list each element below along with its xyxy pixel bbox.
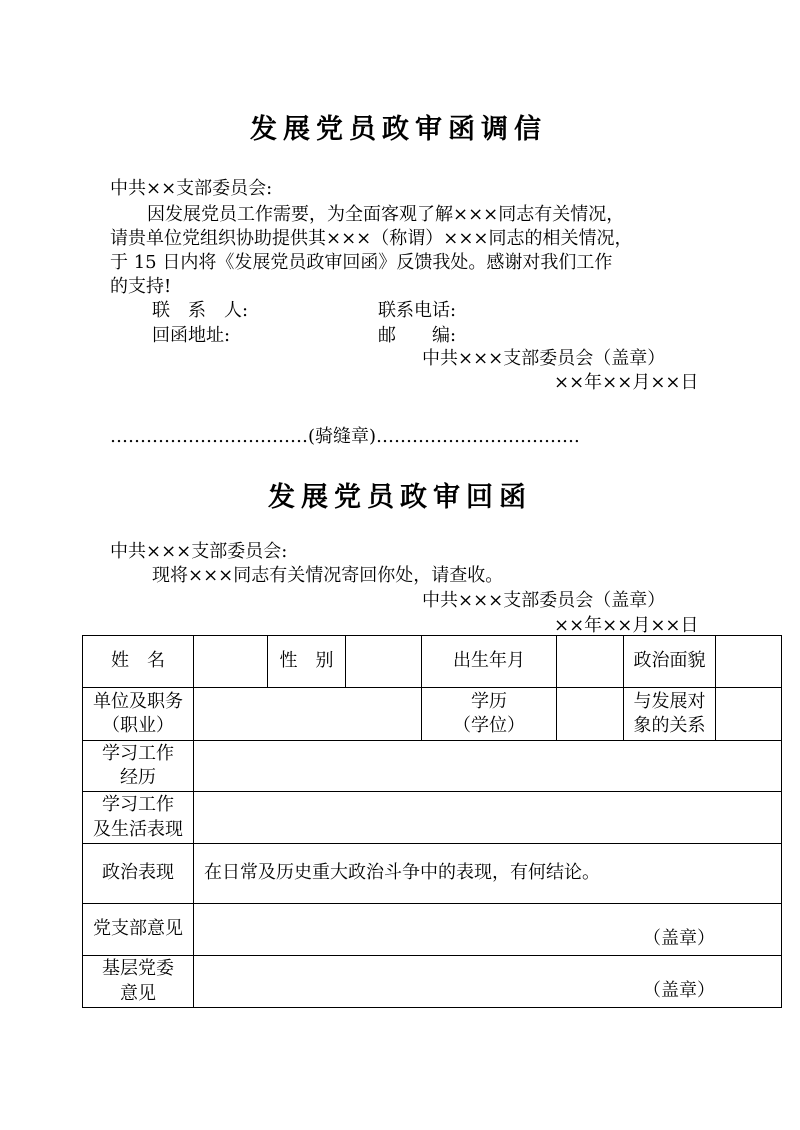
political-performance-label: 政治表现 (83, 844, 194, 904)
perforation-dots-right: ……………………………. (376, 426, 580, 447)
table-row (83, 844, 782, 904)
letter-addressee: 中共××支部委员会: (110, 178, 273, 199)
political-status-value (716, 636, 782, 688)
branch-opinion-seal: （盖章） (194, 904, 782, 956)
political-status-label: 政治面貌 (624, 636, 716, 688)
study-work-experience-value (194, 741, 782, 792)
gender-label: 性 别 (268, 636, 346, 688)
name-value (194, 636, 268, 688)
political-review-form (82, 635, 782, 1008)
letter-body-line-2: 请贵单位党组织协助提供其×××（称谓）×××同志的相关情况， (110, 228, 633, 249)
reply-address-label: 回函地址: (152, 325, 231, 346)
study-work-performance-value (194, 792, 782, 844)
letter-date: ××年××月××日 (554, 372, 699, 393)
table-row (83, 741, 782, 792)
letter-body-line-3: 于 15 日内将《发展党员政审回函》反馈我处。感谢对我们工作 (110, 252, 613, 273)
letter-sender: 中共×××支部委员会（盖章） (422, 348, 666, 369)
postcode-label: 邮 编: (378, 325, 457, 346)
committee-opinion-seal: （盖章） (194, 956, 782, 1008)
letter-body-line-4: 的支持! (110, 276, 172, 297)
table-row (83, 688, 782, 741)
study-work-experience-label: 学习工作 经历 (83, 741, 194, 792)
table-row (83, 904, 782, 956)
name-label: 姓 名 (83, 636, 194, 688)
reply-title: 发展党员政审回函 (268, 482, 532, 513)
reply-sender: 中共×××支部委员会（盖章） (422, 590, 666, 611)
committee-opinion-label: 基层党委 意见 (83, 956, 194, 1008)
gender-value (346, 636, 422, 688)
relation-label: 与发展对 象的关系 (624, 688, 716, 741)
letter-body-line-1: 因发展党员工作需要，为全面客观了解×××同志有关情况， (147, 204, 625, 225)
political-performance-text: 在日常及历史重大政治斗争中的表现，有何结论。 (194, 844, 782, 904)
reply-body: 现将×××同志有关情况寄回你处，请查收。 (152, 565, 504, 586)
unit-position-label: 单位及职务 （职业） (83, 688, 194, 741)
branch-opinion-label: 党支部意见 (83, 904, 194, 956)
birth-label: 出生年月 (422, 636, 557, 688)
contact-phone-label: 联系电话: (378, 300, 457, 321)
contact-person-label: 联 系 人: (152, 300, 249, 321)
birth-value (557, 636, 624, 688)
reply-date: ××年××月××日 (554, 615, 699, 636)
education-label: 学历 （学位） (422, 688, 557, 741)
reply-addressee: 中共×××支部委员会: (110, 541, 288, 562)
perforation-line (110, 428, 580, 446)
perforation-dots-left: …………………………… (110, 426, 308, 447)
perforation-label: (骑缝章) (308, 426, 377, 447)
table-row (83, 792, 782, 844)
letter-title: 发展党员政审函调信 (250, 114, 547, 145)
relation-value (716, 688, 782, 741)
unit-position-value (194, 688, 422, 741)
education-value (557, 688, 624, 741)
table-row (83, 956, 782, 1008)
study-work-performance-label: 学习工作 及生活表现 (83, 792, 194, 844)
table-row (83, 636, 782, 688)
